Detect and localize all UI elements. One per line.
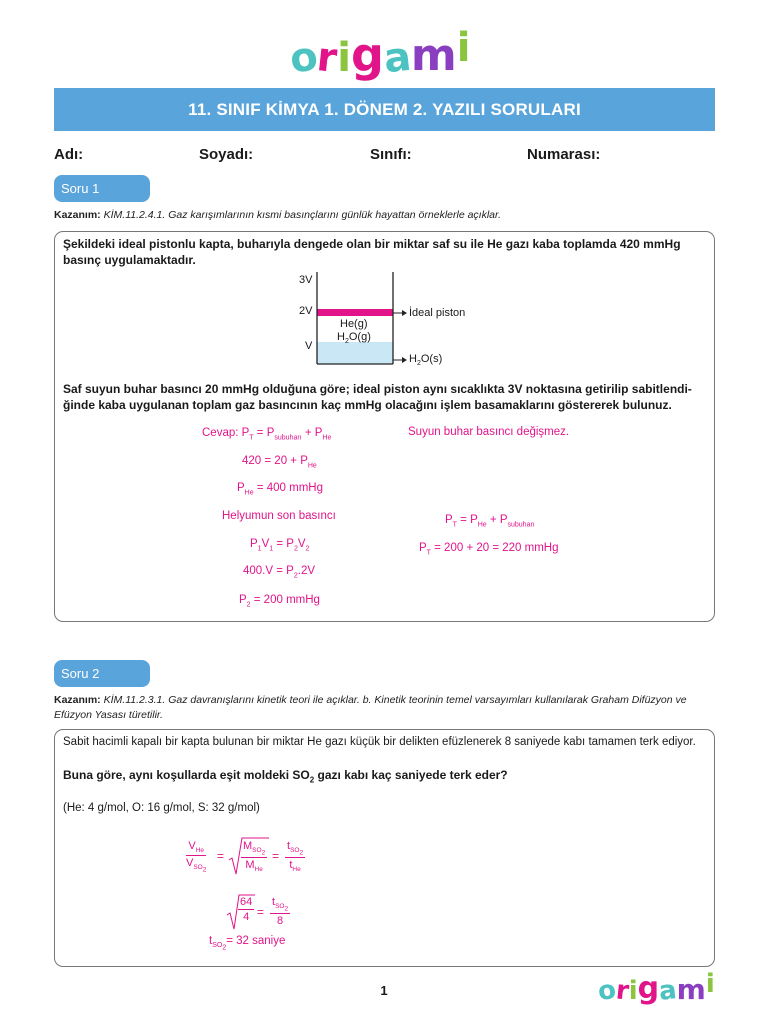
ideal-piston: [317, 309, 393, 316]
answer-line-4: Helyumun son basıncı: [222, 510, 336, 522]
q2-kazanim: [54, 693, 709, 723]
equals-sign: =: [272, 849, 280, 863]
logo-letter: r: [614, 975, 631, 1007]
answer-line-3: $P_{He} = 400$ mmHg: [237, 482, 323, 497]
class-label: Sınıfı:: [370, 146, 412, 163]
logo-letter: r: [315, 34, 340, 82]
page-title: 11. SINIF KİMYA 1. DÖNEM 2. YAZILI SORULARI: [54, 88, 715, 131]
answer-right-line-3: $P_T = 200 + 20 = 220$ mmHg: [419, 542, 559, 557]
arrow-head-icon: [402, 357, 407, 363]
kazanim-label: Kazanım:: [54, 209, 101, 221]
q1-kazanim: [54, 208, 501, 223]
surname-label: Soyadı:: [199, 146, 254, 163]
answer-line-5: $P_1V_1 = P_2V_2$: [250, 538, 310, 553]
piston-diagram: [290, 268, 490, 374]
time-ratio-fraction: $t_{SO_2}$ $t_{He}$: [287, 840, 304, 874]
origami-logo: [286, 25, 471, 83]
logo-letter: i: [456, 25, 471, 71]
ideal-piston-label: İdeal piston: [409, 307, 466, 319]
q2-intro-text: Sabit hacimli kapalı bir kapta bulunan bir miktar He gazı küçük bir delikten efüzlenerek 8 saniyede kabı tamamen terk ediyor.: [63, 736, 696, 748]
logo-letter: i: [705, 969, 715, 999]
arrow-head-icon: [402, 310, 407, 316]
q1-intro-text: Şekildeki ideal pistonlu kapta, buharıyla dengede olan bir miktar saf su ile He gazı kaba toplamda 420 mmHg basınç uygulamaktadır.: [63, 237, 681, 267]
logo-letter: g: [637, 971, 660, 1006]
water-liquid: [317, 342, 393, 364]
q1-question-text: Saf suyun buhar basıncı 20 mmHg olduğuna göre; ideal piston aynı sıcaklıkta 3V noktasına getirilip sabitlendi- ğinde kaba uygulanan toplam gaz basıncının kaç mmHg olacağını işlem basamaklarını göstererek bulunuz.: [63, 382, 692, 412]
numeric-ratio-fraction: $\frac{64}{4}$: [240, 896, 253, 923]
name-label: Adı:: [54, 146, 84, 163]
q2-question-text: Buna göre, aynı koşullarda eşit moldeki $SO_2$ gazı kabı kaç saniyede terk eder?: [63, 768, 508, 785]
kazanim-text: KİM.11.2.4.1. Gaz karışımlarının kısmi basınçlarını günlük hayattan örneklerle açıklar.: [103, 209, 502, 221]
logo-letter: m: [410, 30, 457, 81]
molar-mass-ratio-fraction: $M_{SO_2}$ $M_{He}$: [243, 840, 266, 874]
question-1-tag: Soru 1: [54, 175, 150, 202]
answer-line-1: Cevap: $P_T = P_{subuharı} + P_{He}$: [202, 427, 332, 442]
logo-letter: i: [628, 976, 638, 1006]
answer-line-6: $400.V = P_2.2V$: [243, 565, 316, 580]
answer-line-7: $P_2 = 200$ mmHg: [239, 594, 320, 609]
logo-letter: g: [350, 28, 384, 82]
equals-sign: =: [217, 849, 225, 863]
question-2-box: [54, 729, 715, 967]
answer-line-2: $420 = 20 + P_{He}$: [242, 455, 317, 470]
answer-note: Suyun buhar basıncı değişmez.: [408, 426, 570, 438]
number-label: Numarası:: [527, 146, 601, 163]
q2-molar-masses: (He: 4 g/mol, O: 16 g/mol, S: 32 g/mol): [63, 802, 260, 814]
page-number: 1: [380, 983, 388, 998]
he-gas-label: He(g): [340, 318, 368, 330]
label-v: V: [305, 340, 313, 352]
logo-letter: m: [676, 973, 706, 1006]
water-liquid-label: $H_2O(s)$: [409, 353, 443, 368]
time-result-fraction: $t_{SO_2}$ 8: [272, 896, 289, 928]
velocity-ratio-fraction: $V_{He}$ $V_{SO_2}$: [186, 840, 207, 874]
logo-letter: o: [595, 974, 618, 1008]
water-vapor-label: $H_2O(g)$: [337, 331, 371, 346]
label-3v: 3V: [299, 274, 313, 286]
logo-letter: o: [286, 33, 321, 83]
logo-letter: i: [337, 35, 351, 81]
origami-logo: [595, 969, 715, 1008]
label-2v: 2V: [299, 305, 313, 317]
question-2-tag: Soru 2: [54, 660, 150, 687]
kazanim-text: KİM.11.2.3.1. Gaz davranışlarını kinetik teori ile açıklar. b. Kinetik teorinin temel varsayımları kullanılarak Graham Difüzyon ve Efüzyon Yasası türetilir.: [54, 694, 687, 721]
answer-right-line-2: $P_T = P_{He} + P_{subuharı}$: [445, 514, 535, 529]
q2-result: $t_{SO_2}= 32$ saniye: [209, 935, 286, 952]
kazanim-label: Kazanım:: [54, 694, 101, 706]
equals-sign: =: [257, 905, 265, 919]
logo-letter: a: [657, 975, 679, 1007]
logo-letter: a: [381, 33, 414, 83]
